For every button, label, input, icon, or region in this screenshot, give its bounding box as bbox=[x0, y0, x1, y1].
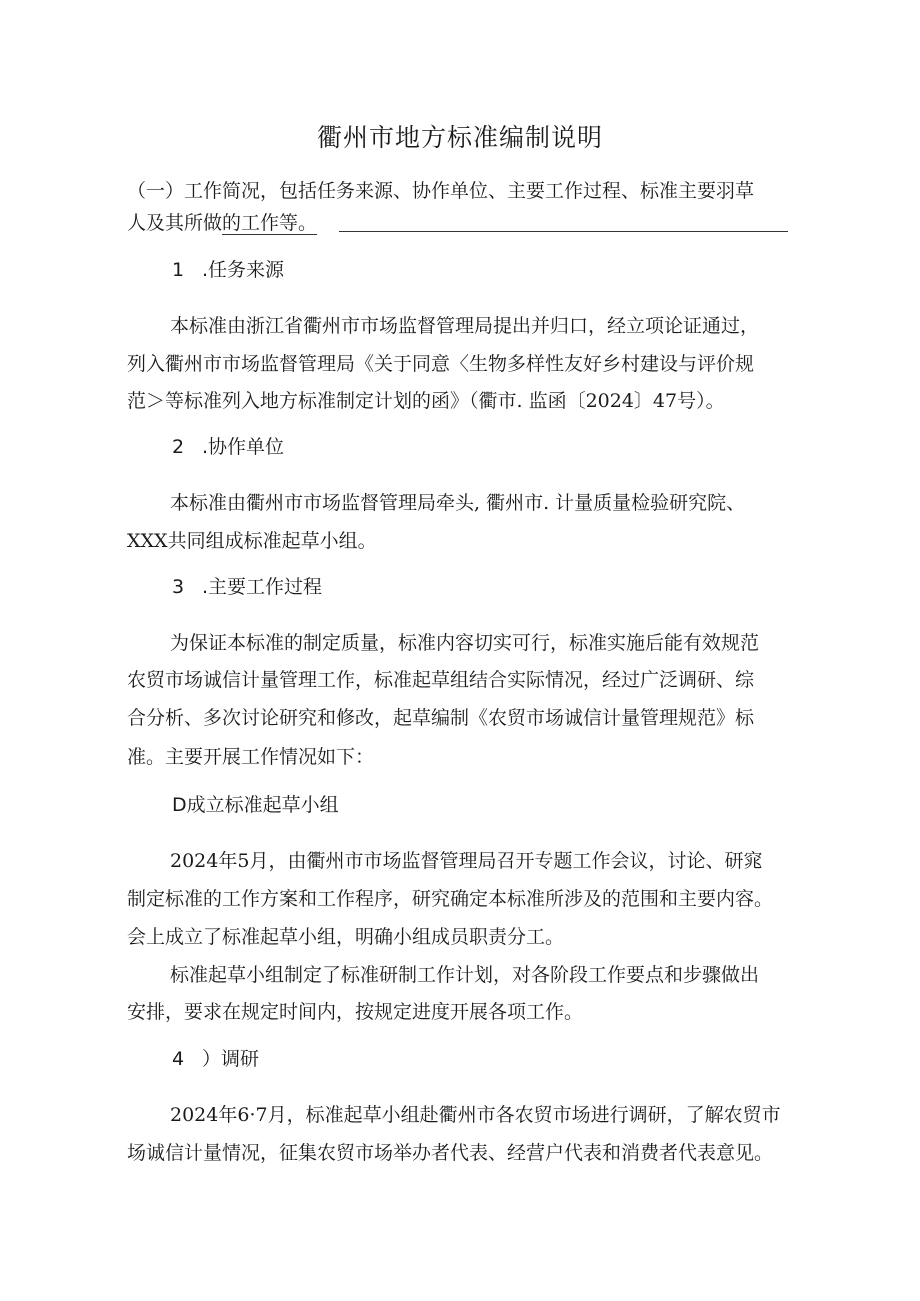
section-3-line-1: 为保证本标准的制定质量，标准内容切实可行，标准实施后能有效规范 bbox=[170, 632, 760, 654]
intro-line-2-text: 人及其所做 bbox=[127, 212, 223, 234]
subsection-research-number: 4 bbox=[172, 1048, 185, 1070]
section-1-line-1: 本标准由浙江省衢州市市场监督管理局提出并归口，经立项论证通过， bbox=[170, 315, 760, 337]
subsection-b-line-2: 场诚信计量情况，征集农贸市场举办者代表、经营户代表和消费者代表意见。 bbox=[127, 1142, 774, 1164]
section-3-line-2: 农贸市场诚信计量管理工作，标准起草组结合实际情况，经过广泛调研、综 bbox=[127, 669, 755, 691]
section-1-number: 1 bbox=[172, 259, 185, 281]
subsection-research-title: ）调研 bbox=[202, 1048, 260, 1070]
section-3-number: 3 bbox=[172, 576, 185, 598]
section-1-title: .任务来源 bbox=[202, 259, 285, 281]
section-3-title: .主要工作过程 bbox=[202, 576, 323, 598]
section-2-line-2: XXX共同组成标准起草小组。 bbox=[127, 530, 377, 552]
intro-line-1: （一）工作简况，包括任务来源、协作单位、主要工作过程、标准主要羽草 bbox=[127, 180, 755, 202]
blank-underline bbox=[339, 231, 788, 232]
section-3-line-4: 准。主要开展工作情况如下： bbox=[127, 746, 375, 768]
section-1-line-3: 范＞等标准列入地方标准制定计划的函》（衢市. 监函〔2024〕47号）。 bbox=[127, 390, 725, 412]
section-3-line-3: 合分析、多次讨论研究和修改，起草编制《农贸市场诚信计量管理规范》标 bbox=[127, 707, 755, 729]
intro-line-2-underlined: 的工作等。 bbox=[222, 212, 318, 234]
subsection-a-line-4: 标准起草小组制定了标准研制工作计划，对各阶段工作要点和步骤做出 bbox=[170, 964, 760, 986]
section-2-line-1: 本标准由衢州市市场监督管理局牵头, 衢州市. 计量质量检验研究院、 bbox=[170, 492, 746, 514]
section-2-heading bbox=[172, 432, 284, 462]
section-2-number: 2 bbox=[172, 436, 185, 458]
intro-line-2 bbox=[127, 208, 317, 238]
subsection-a-line-3: 会上成立了标准起草小组，明确小组成员职责分工。 bbox=[127, 926, 565, 948]
subsection-a-line-5: 安排，要求在规定时间内，按规定进度开展各项工作。 bbox=[127, 1001, 584, 1023]
subsection-drafting-group-heading: D成立标准起草小组 bbox=[172, 794, 339, 816]
document-title: 衢州市地方标准编制说明 bbox=[316, 123, 603, 152]
section-2-title: .协作单位 bbox=[202, 436, 285, 458]
section-1-line-2: 列入衢州市市场监督管理局《关于同意〈生物多样性友好乡村建设与评价规 bbox=[127, 353, 755, 375]
subsection-research-heading bbox=[172, 1044, 259, 1074]
subsection-b-line-1: 2024年6·7月，标准起草小组赴衢州市各农贸市场进行调研，了解农贸市 bbox=[170, 1104, 781, 1126]
section-1-heading bbox=[172, 255, 284, 285]
section-3-heading bbox=[172, 572, 322, 602]
subsection-a-line-1: 2024年5月，由衢州市市场监督管理局召开专题工作会议，讨论、研窕 bbox=[170, 850, 763, 872]
subsection-a-line-2: 制定标准的工作方案和工作程序，研究确定本标准所涉及的范围和主要内容。 bbox=[127, 888, 774, 910]
